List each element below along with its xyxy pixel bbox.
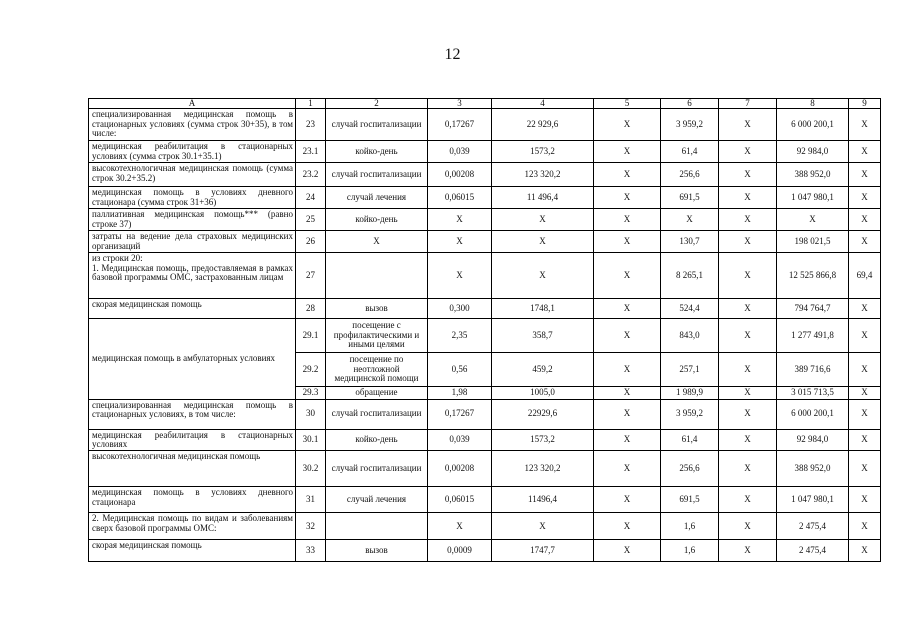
col9-cell: Х [849,429,881,451]
table-row [89,141,881,163]
unit-cell: случай госпитализации [326,399,428,429]
col9-cell: Х [849,231,881,253]
col5-cell: Х [594,319,661,353]
table-row [89,513,881,540]
row-description: высокотехнологичная медицинская помощь [89,451,296,487]
unit-cell: посещение по неотложной медицинской помощи [326,353,428,387]
col6-cell: 256,6 [661,451,719,487]
page-number: 12 [444,46,461,63]
col3-cell: 0,00208 [428,163,492,187]
row-description: медицинская помощь в условиях дневного стационара [89,487,296,513]
row-description: медицинская помощь в условиях дневного стационара (сумма строк 31+36) [89,187,296,209]
col3-cell: Х [428,231,492,253]
col3-cell: Х [428,209,492,231]
col4-cell: Х [492,513,594,540]
col9-cell: Х [849,487,881,513]
table-row [89,253,881,299]
unit-cell [326,513,428,540]
col4-cell: 123 320,2 [492,163,594,187]
col3-cell: 0,06015 [428,187,492,209]
col3-cell: 0,17267 [428,109,492,141]
col4-cell: Х [492,231,594,253]
row-number: 30 [296,399,326,429]
row-number: 32 [296,513,326,540]
col5-cell: Х [594,429,661,451]
col7-cell: Х [719,109,777,141]
col8-cell: 12 525 866,8 [777,253,849,299]
row-description: 2. Медицинская помощь по видам и заболеваниям сверх базовой программы ОМС: [89,513,296,540]
col3-cell: 0,039 [428,141,492,163]
unit-cell: вызов [326,299,428,319]
row-description: скорая медицинская помощь [89,299,296,319]
row-number: 23.1 [296,141,326,163]
col8-cell: 388 952,0 [777,451,849,487]
row-description: скорая медицинская помощь [89,540,296,562]
unit-cell: Х [326,231,428,253]
col6-cell: 61,4 [661,429,719,451]
col6-cell: 257,1 [661,353,719,387]
col8-cell: 388 952,0 [777,163,849,187]
header-cell: 3 [428,99,492,109]
col6-cell: 130,7 [661,231,719,253]
table-row [89,109,881,141]
header-cell: 5 [594,99,661,109]
col4-cell: 1573,2 [492,141,594,163]
col9-cell: Х [849,141,881,163]
col7-cell: Х [719,299,777,319]
table-row [89,451,881,487]
col7-cell: Х [719,231,777,253]
col4-cell: 11 496,4 [492,187,594,209]
financing-table [88,98,881,562]
row-number: 30.1 [296,429,326,451]
col5-cell: Х [594,451,661,487]
col4-cell: Х [492,209,594,231]
col9-cell: Х [849,540,881,562]
col8-cell: 1 047 980,1 [777,187,849,209]
col4-cell: 1005,0 [492,387,594,399]
col3-cell: 0,56 [428,353,492,387]
col7-cell: Х [719,540,777,562]
col6-cell: 256,6 [661,163,719,187]
row-description: паллиативная медицинская помощь*** (равно строке 37) [89,209,296,231]
col4-cell: Х [492,253,594,299]
col3-cell: 0,0009 [428,540,492,562]
col7-cell: Х [719,141,777,163]
col4-cell: 1748,1 [492,299,594,319]
table-header-row [89,99,881,109]
table-row [89,319,881,353]
col8-cell: 92 984,0 [777,429,849,451]
unit-cell: койко-день [326,429,428,451]
col7-cell: Х [719,387,777,399]
row-number: 27 [296,253,326,299]
col8-cell: 198 021,5 [777,231,849,253]
col5-cell: Х [594,163,661,187]
table-row [89,299,881,319]
col7-cell: Х [719,319,777,353]
col8-cell: 6 000 200,1 [777,399,849,429]
row-description: специализированная медицинская помощь в стационарных условиях (сумма строк 30+35), в том числе: [89,109,296,141]
header-cell: 4 [492,99,594,109]
table-row [89,540,881,562]
col9-cell: Х [849,163,881,187]
col5-cell: Х [594,231,661,253]
unit-cell: койко-день [326,141,428,163]
unit-cell: вызов [326,540,428,562]
col8-cell: 3 015 713,5 [777,387,849,399]
col7-cell: Х [719,399,777,429]
col9-cell: Х [849,299,881,319]
row-description: затраты на ведение дела страховых медицинских организаций [89,231,296,253]
col5-cell: Х [594,253,661,299]
col6-cell: 1,6 [661,513,719,540]
col5-cell: Х [594,487,661,513]
col8-cell: 2 475,4 [777,540,849,562]
row-number: 29.3 [296,387,326,399]
col3-cell: 0,039 [428,429,492,451]
col5-cell: Х [594,209,661,231]
header-cell: 9 [849,99,881,109]
col5-cell: Х [594,513,661,540]
col6-cell: 1,6 [661,540,719,562]
col5-cell: Х [594,353,661,387]
row-number: 24 [296,187,326,209]
table-row [89,163,881,187]
header-cell: 7 [719,99,777,109]
col3-cell: 0,00208 [428,451,492,487]
col7-cell: Х [719,513,777,540]
col6-cell: 524,4 [661,299,719,319]
col7-cell: Х [719,429,777,451]
col4-cell: 22 929,6 [492,109,594,141]
table-row [89,429,881,451]
header-cell: 6 [661,99,719,109]
col5-cell: Х [594,399,661,429]
col6-cell: 691,5 [661,487,719,513]
col6-cell: 843,0 [661,319,719,353]
table-body [89,99,881,562]
col8-cell: 794 764,7 [777,299,849,319]
col9-cell: Х [849,387,881,399]
col4-cell: 358,7 [492,319,594,353]
col6-cell: 1 989,9 [661,387,719,399]
col7-cell: Х [719,209,777,231]
col9-cell: 69,4 [849,253,881,299]
row-number: 33 [296,540,326,562]
row-description: медицинская помощь в амбулаторных условиях [89,319,296,399]
col4-cell: 1747,7 [492,540,594,562]
col9-cell: Х [849,319,881,353]
table-row [89,187,881,209]
col4-cell: 1573,2 [492,429,594,451]
col4-cell: 11496,4 [492,487,594,513]
row-number: 25 [296,209,326,231]
col9-cell: Х [849,187,881,209]
col6-cell: 691,5 [661,187,719,209]
unit-cell: койко-день [326,209,428,231]
row-description: специализированная медицинская помощь в стационарных условиях, в том числе: [89,399,296,429]
col8-cell: 389 716,6 [777,353,849,387]
col7-cell: Х [719,353,777,387]
col5-cell: Х [594,141,661,163]
col3-cell: 2,35 [428,319,492,353]
row-number: 31 [296,487,326,513]
row-number: 28 [296,299,326,319]
col7-cell: Х [719,451,777,487]
row-description: высокотехнологичная медицинская помощь (сумма строк 30.2+35.2) [89,163,296,187]
unit-cell: случай лечения [326,487,428,513]
unit-cell: случай лечения [326,187,428,209]
header-cell: 1 [296,99,326,109]
unit-cell: обращение [326,387,428,399]
col3-cell: 0,06015 [428,487,492,513]
table-row [89,487,881,513]
col4-cell: 22929,6 [492,399,594,429]
row-description: из строки 20: 1. Медицинская помощь, предоставляемая в рамках базовой программы ОМС, застрахованным лицам [89,253,296,299]
row-number: 26 [296,231,326,253]
table-row [89,231,881,253]
col5-cell: Х [594,299,661,319]
col8-cell: 92 984,0 [777,141,849,163]
col5-cell: Х [594,109,661,141]
col7-cell: Х [719,187,777,209]
col7-cell: Х [719,163,777,187]
col3-cell: Х [428,513,492,540]
col5-cell: Х [594,387,661,399]
col7-cell: Х [719,253,777,299]
unit-cell: посещение с профилактическими и иными целями [326,319,428,353]
col3-cell: 0,17267 [428,399,492,429]
table-row [89,399,881,429]
col3-cell: 1,98 [428,387,492,399]
table-row [89,209,881,231]
col6-cell: 3 959,2 [661,109,719,141]
unit-cell: случай госпитализации [326,451,428,487]
header-cell: А [89,99,296,109]
col8-cell: 1 047 980,1 [777,487,849,513]
row-description: медицинская реабилитация в стационарных условиях [89,429,296,451]
col3-cell: 0,300 [428,299,492,319]
col8-cell: 1 277 491,8 [777,319,849,353]
row-description: медицинская реабилитация в стационарных условиях (сумма строк 30.1+35.1) [89,141,296,163]
col6-cell: Х [661,209,719,231]
col5-cell: Х [594,540,661,562]
unit-cell: случай госпитализации [326,109,428,141]
col6-cell: 8 265,1 [661,253,719,299]
row-number: 29.2 [296,353,326,387]
col3-cell: Х [428,253,492,299]
unit-cell: случай госпитализации [326,163,428,187]
col9-cell: Х [849,109,881,141]
col4-cell: 123 320,2 [492,451,594,487]
col7-cell: Х [719,487,777,513]
col9-cell: Х [849,513,881,540]
col5-cell: Х [594,187,661,209]
col9-cell: Х [849,451,881,487]
col9-cell: Х [849,353,881,387]
row-number: 23 [296,109,326,141]
col8-cell: 2 475,4 [777,513,849,540]
col8-cell: Х [777,209,849,231]
row-number: 29.1 [296,319,326,353]
row-number: 30.2 [296,451,326,487]
col4-cell: 459,2 [492,353,594,387]
col6-cell: 61,4 [661,141,719,163]
col8-cell: 6 000 200,1 [777,109,849,141]
unit-cell [326,253,428,299]
header-cell: 2 [326,99,428,109]
col6-cell: 3 959,2 [661,399,719,429]
col9-cell: Х [849,209,881,231]
col9-cell: Х [849,399,881,429]
row-number: 23.2 [296,163,326,187]
header-cell: 8 [777,99,849,109]
